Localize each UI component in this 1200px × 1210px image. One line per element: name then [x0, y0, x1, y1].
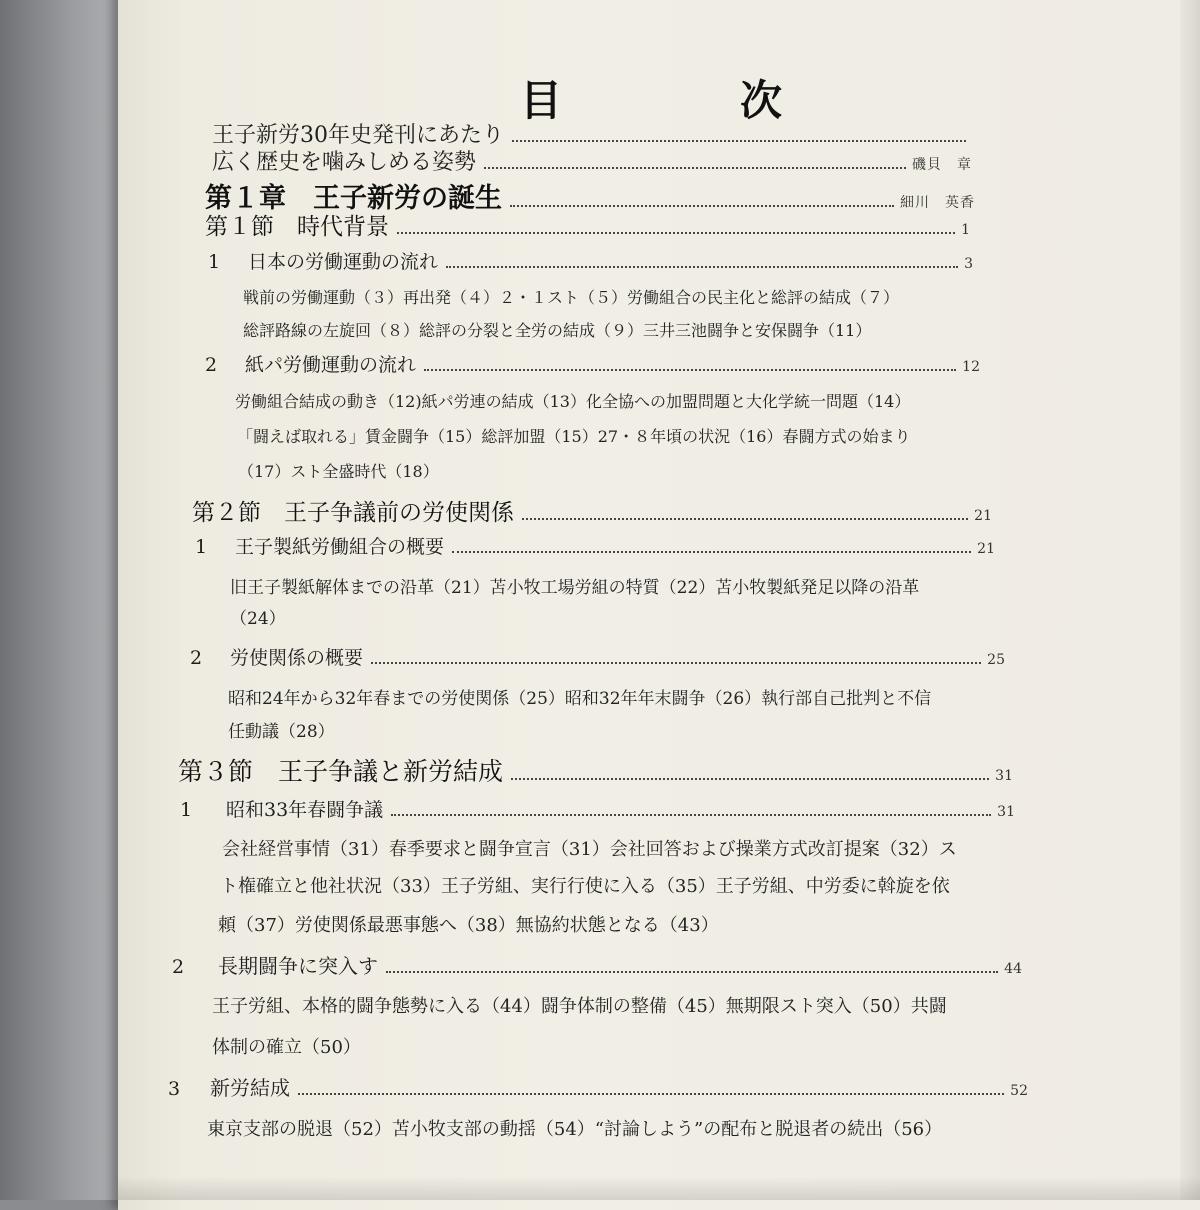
leader-dots	[446, 266, 958, 268]
leader-dots	[512, 140, 966, 142]
toc-section	[205, 208, 970, 241]
page-number: 12	[962, 359, 980, 375]
item-number: 1	[208, 251, 221, 273]
item-description: ト権確立と他社状況（33）王子労組、実行行使に入る（35）王子労組、中労委に斡旋を依	[220, 876, 950, 897]
page-title: 目 次	[520, 76, 851, 125]
item-description: 労働組合結成の動き（12)紙パ労連の結成（13）化全協への加盟問題と大化学統一問題（14）	[235, 392, 911, 411]
leader-dots	[386, 971, 998, 973]
page-number: 52	[1010, 1083, 1028, 1099]
page-number: 31	[997, 804, 1015, 820]
section-title: 第２節 王子争議前の労使関係	[192, 500, 514, 526]
page-shadow	[118, 1176, 1200, 1200]
leader-dots	[298, 1093, 1004, 1095]
item-number: 1	[180, 799, 193, 821]
item-description: 任動議（28）	[228, 722, 335, 742]
item-description: 昭和24年から32年春までの労使関係（25）昭和32年年末闘争（26）執行部自己批判と不信	[228, 689, 932, 709]
leader-dots	[452, 551, 971, 553]
item-number: 2	[190, 647, 203, 669]
item-number: 2	[172, 956, 185, 978]
item-title: 昭和33年春闘争議	[226, 799, 384, 821]
item-title: 日本の労働運動の流れ	[248, 251, 439, 273]
item-description: （24）	[230, 609, 286, 629]
toc-item	[205, 350, 980, 377]
item-description: 会社経営事情（31）春季要求と闘争宣言（31）会社回答および操業方式改訂提案（32）ス	[222, 839, 957, 860]
toc-entry-author: 細川 英香	[900, 195, 975, 211]
item-title: 紙パ労働運動の流れ	[245, 354, 417, 376]
leader-dots	[510, 205, 894, 207]
adjacent-page-edge	[0, 0, 130, 1200]
item-description: 旧王子製紙解体までの沿革（21）苫小牧工場労組の特質（22）苫小牧製紙発足以降の沿革	[230, 578, 920, 598]
page-number: 44	[1004, 961, 1022, 977]
toc-entry-label: 王子新労30年史発刊にあたり	[212, 123, 504, 148]
page-number: 1	[961, 222, 970, 238]
toc-item	[180, 795, 1015, 822]
page-number: 31	[995, 768, 1013, 784]
toc-section	[178, 752, 1013, 788]
item-description: 東京支部の脱退（52）苫小牧支部の動揺（54）“討論しよう”の配布と脱退者の続出（56）	[207, 1119, 943, 1140]
item-title: 新労結成	[210, 1076, 290, 1100]
leader-dots	[484, 167, 906, 169]
item-description: 総評路線の左旋回（８）総評の分裂と全労の結成（９）三井三池闘争と安保闘争（11）	[243, 321, 872, 340]
page-number: 3	[964, 256, 973, 272]
leader-dots	[371, 662, 981, 664]
section-title: 第１節 時代背景	[205, 214, 389, 240]
leader-dots	[522, 518, 968, 520]
toc-item	[195, 532, 995, 559]
page-number: 21	[977, 541, 995, 557]
item-title: 労使関係の概要	[230, 647, 364, 669]
item-description: 「闘えば取れる」賃金闘争（15）総評加盟（15）27・８年頃の状況（16）春闘方式の始まり	[237, 427, 911, 446]
section-title: 第３節 王子争議と新労結成	[178, 757, 504, 786]
item-number: 2	[205, 354, 218, 376]
leader-dots	[424, 369, 956, 371]
item-description: 頼（37）労使関係最悪事態へ（38）無協約状態となる（43）	[218, 915, 719, 936]
item-title: 長期闘争に突入す	[218, 954, 378, 978]
page-number: 21	[974, 508, 992, 524]
page-number: 25	[987, 652, 1005, 668]
item-description: 戦前の労働運動（３）再出発（４）２・１スト（５）労働組合の民主化と総評の結成（７）	[243, 288, 900, 307]
toc-entry-author: 磯貝 章	[912, 157, 972, 173]
leader-dots	[391, 814, 991, 816]
toc-item	[190, 643, 1005, 670]
item-number: 3	[168, 1078, 181, 1100]
toc-section	[192, 494, 992, 527]
item-title: 王子製紙労働組合の概要	[235, 536, 445, 558]
toc-item	[172, 950, 1022, 979]
toc-front-entry	[212, 145, 972, 176]
item-description: 体制の確立（50）	[212, 1037, 361, 1058]
item-description: （17）スト全盛時代（18）	[238, 462, 439, 481]
toc-entry-label: 広く歴史を噛みしめる姿勢	[212, 150, 477, 175]
item-description: 王子労組、本格的闘争態勢に入る（44）闘争体制の整備（45）無期限スト突入（50）共闘	[212, 996, 947, 1017]
page-right-edge	[1180, 0, 1200, 1200]
chapter-title: 第１章 王子新労の誕生	[205, 183, 502, 214]
item-number: 1	[195, 536, 208, 558]
leader-dots	[511, 778, 989, 780]
toc-item	[208, 247, 973, 274]
leader-dots	[397, 232, 955, 234]
toc-item	[168, 1072, 1028, 1101]
